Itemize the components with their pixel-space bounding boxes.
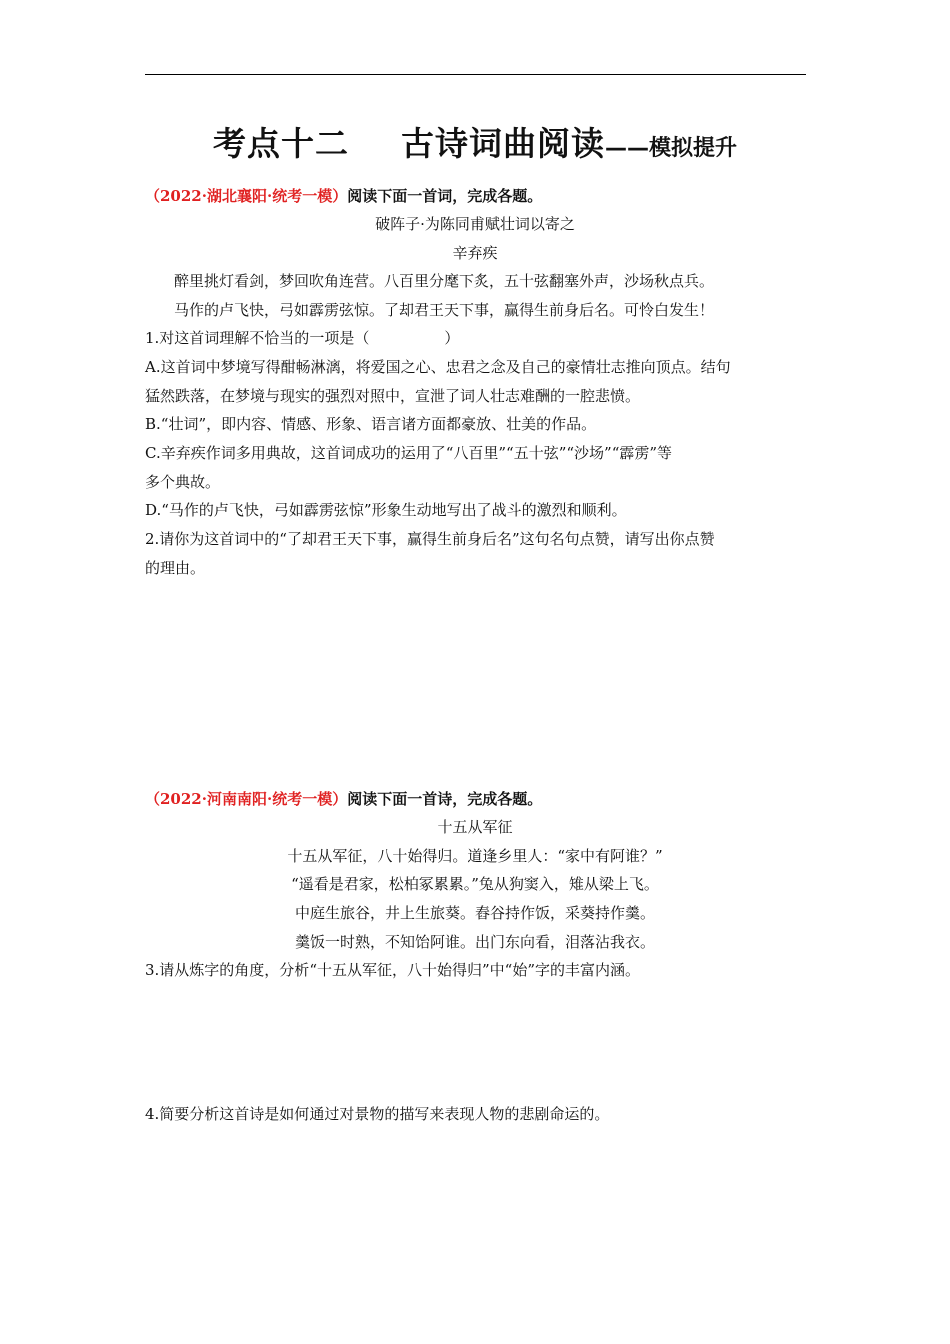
- question-3: 3.请从炼字的角度，分析“十五从军征，八十始得归”中“始”字的丰富内涵。: [145, 961, 640, 979]
- poem2-title: 十五从军征: [437, 818, 513, 836]
- option-c-cont: 多个典故。: [145, 473, 221, 491]
- poem1-title: 破阵子·为陈同甫赋壮词以寄之: [375, 215, 575, 233]
- question-1: 1.对这首词理解不恰当的一项是（ ）: [145, 329, 460, 347]
- page-title: [0, 118, 950, 165]
- header-rule: [145, 74, 806, 75]
- option-b: B.“壮词”，即内容、情感、形象、语言诸方面都豪放、壮美的作品。: [145, 415, 597, 433]
- option-c: C.辛弃疾作词多用典故，这首词成功的运用了“八百里”“五十弦”“沙场”“霹雳”等: [145, 444, 673, 462]
- poem2-line: 十五从军征，八十始得归。道逢乡里人：“家中有阿谁？”: [287, 847, 663, 865]
- section2-source: （2022·河南南阳·统考一模）: [145, 790, 348, 808]
- section1-instruction: 阅读下面一首词，完成各题。: [347, 187, 543, 205]
- poem1-author: 辛弃疾: [452, 244, 498, 262]
- poem1-line: 醉里挑灯看剑，梦回吹角连营。八百里分麾下炙，五十弦翻塞外声，沙场秋点兵。: [174, 272, 715, 290]
- poem2-line: 中庭生旅谷，井上生旅葵。舂谷持作饭，采葵持作羹。: [294, 904, 655, 922]
- question-2: 2.请你为这首词中的“了却君王天下事，赢得生前身后名”这句名句点赞，请写出你点赞: [145, 530, 715, 548]
- question-2-cont: 的理由。: [145, 559, 206, 577]
- section2-instruction: 阅读下面一首诗，完成各题。: [347, 790, 543, 808]
- title-sub: ——模拟提升: [604, 136, 737, 161]
- option-a: A.这首词中梦境写得酣畅淋漓，将爱国之心、忠君之念及自己的豪情壮志推向顶点。结句: [145, 358, 731, 376]
- question-4: 4.简要分析这首诗是如何通过对景物的描写来表现人物的悲剧命运的。: [145, 1105, 610, 1123]
- poem1-line: 马作的卢飞快，弓如霹雳弦惊。了却君王天下事，赢得生前身后名。可怜白发生！: [174, 301, 715, 319]
- section1-header: [145, 186, 542, 206]
- title-main-2: 古诗词曲阅读: [400, 124, 605, 163]
- section1-source: （2022·湖北襄阳·统考一模）: [145, 187, 348, 205]
- title-main-1: 考点十二: [212, 124, 349, 163]
- section2-header: [145, 789, 542, 809]
- poem2-line: “遥看是君家，松柏冢累累。”兔从狗窦入，雉从梁上飞。: [291, 875, 659, 893]
- option-d: D.“马作的卢飞快，弓如霹雳弦惊”形象生动地写出了战斗的激烈和顺利。: [145, 501, 627, 519]
- poem2-line: 羹饭一时熟，不知饴阿谁。出门东向看，泪落沾我衣。: [294, 933, 655, 951]
- option-a-cont: 猛然跌落，在梦境与现实的强烈对照中，宣泄了词人壮志难酬的一腔悲愤。: [145, 387, 641, 405]
